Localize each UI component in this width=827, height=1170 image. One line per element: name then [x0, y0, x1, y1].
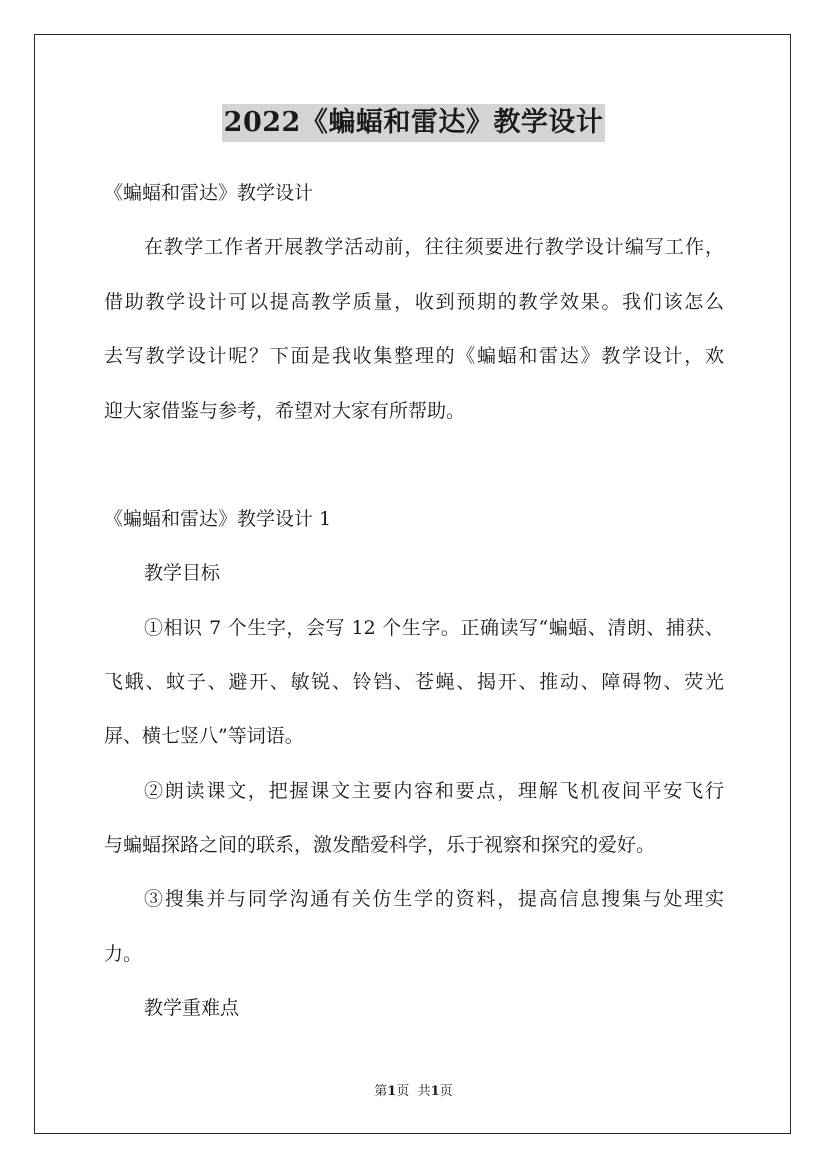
- paragraph-line: 屏、横七竖八”等词语。: [104, 725, 304, 747]
- paragraph-line: 迎大家借鉴与参考，希望对大家有所帮助。: [104, 400, 466, 422]
- paragraph-line: 去写教学设计呢？下面是我收集整理的《蝙蝠和雷达》教学设计，欢: [104, 345, 724, 367]
- title-container: [0, 104, 827, 142]
- intro-heading: 《蝙蝠和雷达》教学设计: [104, 182, 314, 204]
- footer-page-prefix: 第: [374, 1084, 388, 1099]
- footer-total-prefix: 共: [417, 1084, 431, 1099]
- paragraph-line: ③搜集并与同学沟通有关仿生学的资料，提高信息搜集与处理实: [144, 888, 724, 910]
- paragraph-line: 飞蛾、蚊子、避开、敏锐、铃铛、苍蝇、揭开、推动、障碍物、荧光: [104, 671, 724, 693]
- page-footer: [0, 1083, 827, 1101]
- paragraph-line: 借助教学设计可以提高教学质量，收到预期的教学效果。我们该怎么: [104, 291, 724, 313]
- document-title: 2022《蝙蝠和雷达》教学设计: [222, 104, 606, 142]
- subsection-heading-goals: 教学目标: [144, 562, 221, 584]
- subsection-heading-difficulties: 教学重难点: [144, 997, 240, 1019]
- footer-page-number: 1: [387, 1084, 397, 1099]
- paragraph-line: 在教学工作者开展教学活动前，往往须要进行教学设计编写工作，: [144, 236, 724, 258]
- footer-total-suffix: 页: [439, 1084, 453, 1099]
- paragraph-line: ①相识 7 个生字，会写 12 个生字。正确读写“蝙蝠、清朗、捕获、: [144, 617, 724, 639]
- footer-page-suffix: 页: [396, 1084, 410, 1099]
- paragraph-line: 力。: [104, 943, 143, 965]
- paragraph-line: 与蝙蝠探路之间的联系，激发酷爱科学，乐于视察和探究的爱好。: [104, 834, 656, 856]
- footer-total-pages: 1: [430, 1084, 440, 1099]
- section-heading: 《蝙蝠和雷达》教学设计 1: [104, 508, 332, 530]
- paragraph-line: ②朗读课文，把握课文主要内容和要点，理解飞机夜间平安飞行: [144, 780, 724, 802]
